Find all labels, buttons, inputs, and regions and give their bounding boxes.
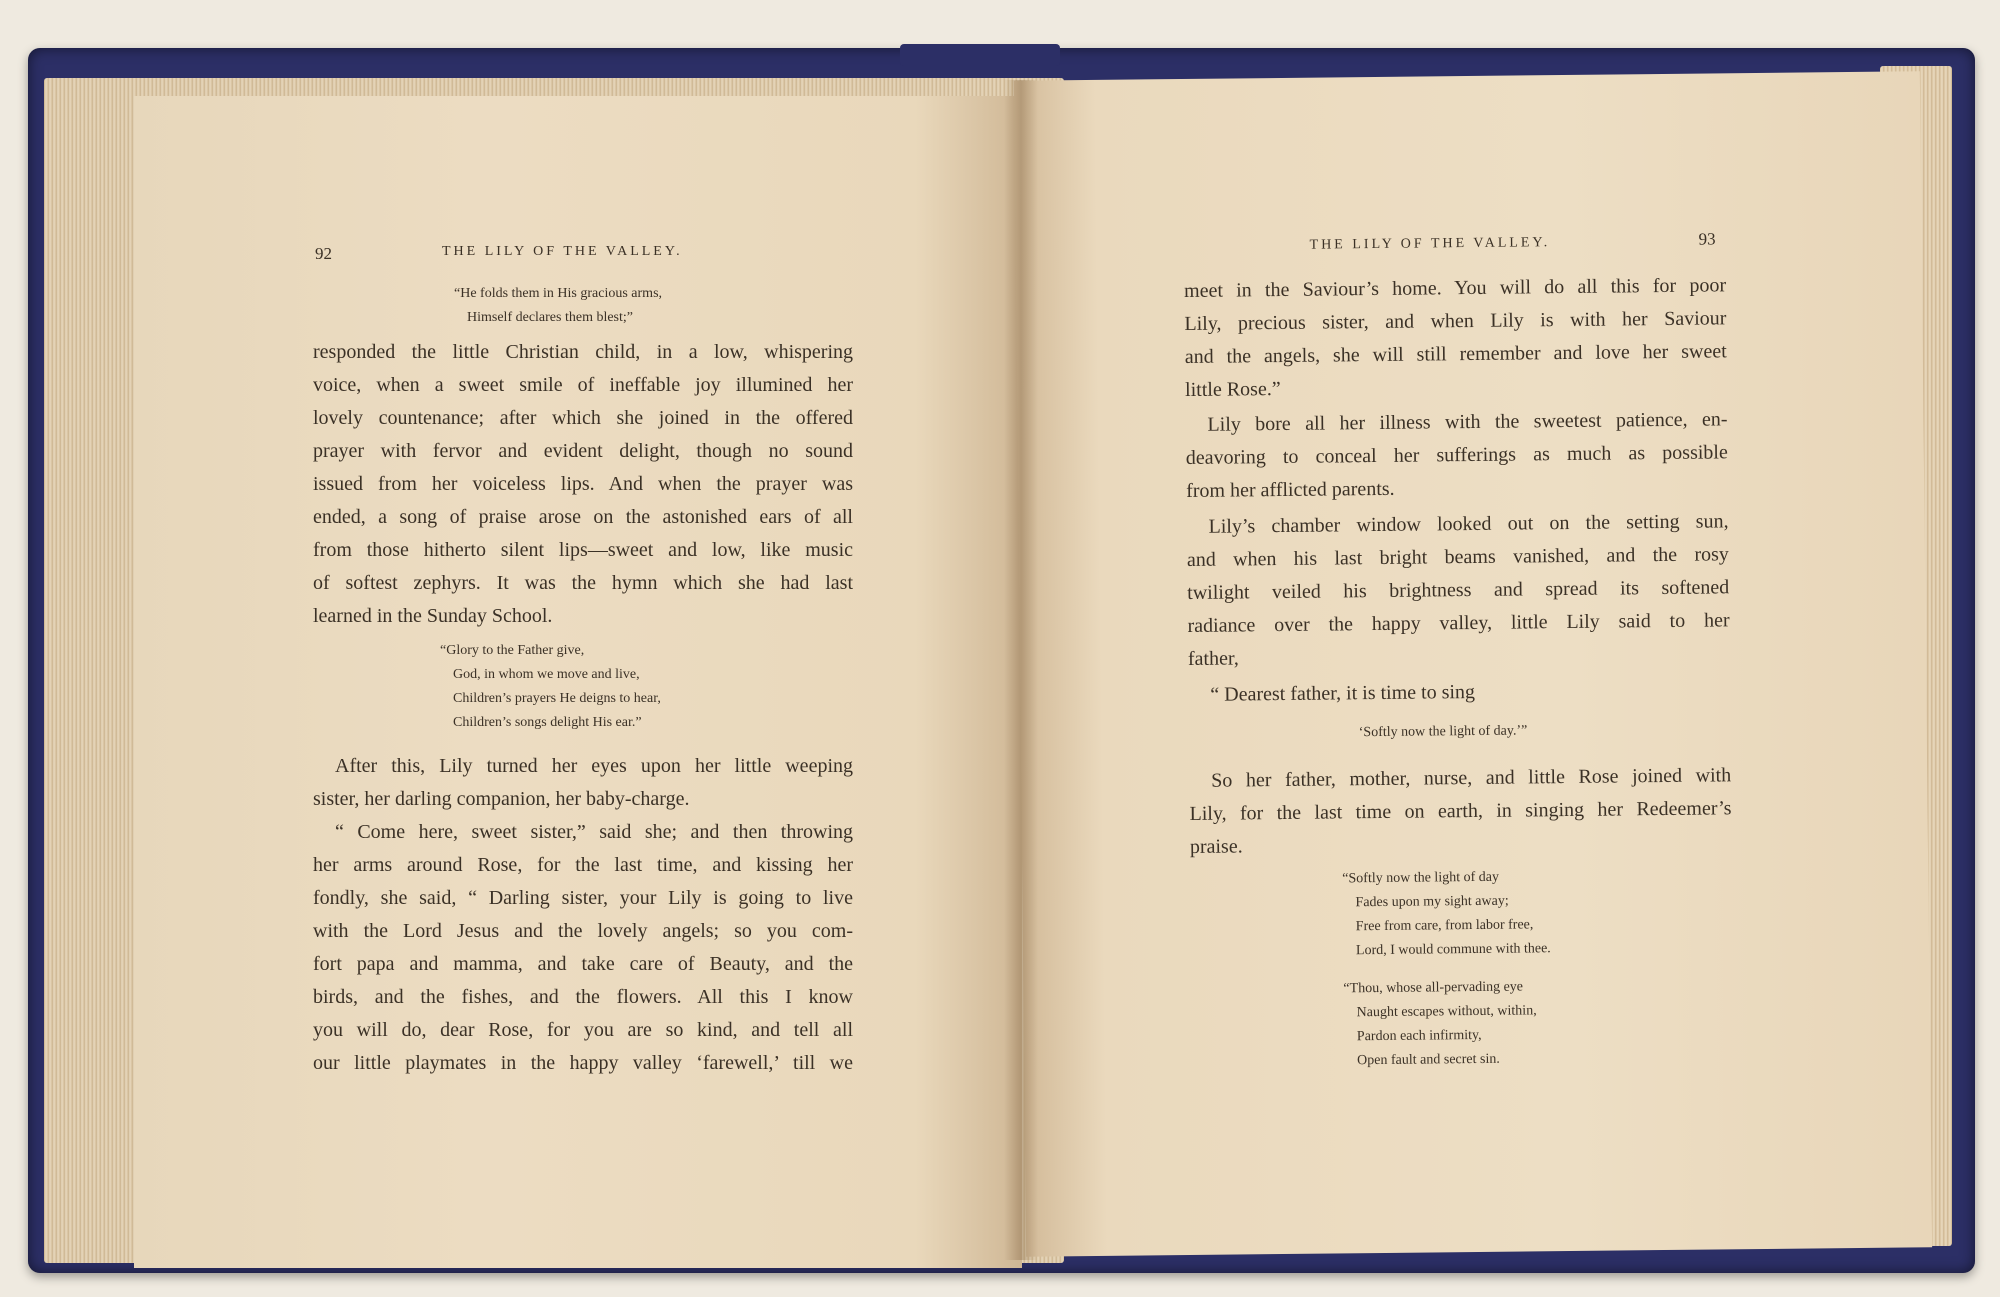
paragraph-5-right xyxy=(1189,759,1732,864)
verse-line: Himself declares them blest;” xyxy=(467,310,633,325)
text-line: Lily’s chamber window looked out on the setting sun, xyxy=(1208,510,1729,538)
verse-line: “Softly now the light of day xyxy=(1342,869,1500,887)
text-line: “ Dearest father, it is time to sing xyxy=(1210,680,1476,706)
verse-line: Fades upon my sight away; xyxy=(1355,893,1509,911)
text-line: lovely countenance; after which she joined in the offered xyxy=(313,407,853,429)
text-line: with the Lord Jesus and the lovely angels; so you com- xyxy=(313,920,853,942)
text-line: our little playmates in the happy valley ‘farewell,’ till we xyxy=(313,1052,853,1074)
verse-line: Open fault and secret sin. xyxy=(1357,1051,1500,1069)
text-line: from her afflicted parents. xyxy=(1186,477,1395,502)
text-line: little Rose.” xyxy=(1184,377,1281,401)
text-line: After this, Lily turned her eyes upon her little weeping xyxy=(335,755,853,777)
text-line: her arms around Rose, for the last time, and kissing her xyxy=(313,854,853,876)
text-line: deavoring to conceal her sufferings as much as possible xyxy=(1185,441,1728,469)
text-line: “ Come here, sweet sister,” said she; and then throwing xyxy=(335,821,853,843)
text-line: birds, and the fishes, and the flowers. All this I know xyxy=(313,986,853,1008)
quoted-verse-line: ‘Softly now the light of day.’” xyxy=(1358,723,1528,741)
text-line: ended, a song of praise arose on the astonished ears of all xyxy=(313,506,853,528)
text-line: fort papa and mamma, and take care of Beauty, and the xyxy=(313,953,853,975)
right-page xyxy=(1014,71,1932,1256)
text-line: meet in the Saviour’s home. You will do all this for poor xyxy=(1183,274,1727,303)
verse-line: God, in whom we move and live, xyxy=(453,667,640,682)
verse-line: Children’s songs delight His ear.” xyxy=(453,715,642,730)
verse-line: Pardon each infirmity, xyxy=(1356,1027,1482,1045)
text-line: Lily, precious sister, and when Lily is with her Saviour xyxy=(1184,307,1727,336)
verse-line: Children’s prayers He deigns to hear, xyxy=(453,691,661,706)
text-line: and the angels, she will still remember and love her sweet xyxy=(1184,340,1727,369)
paragraph-2-right xyxy=(1185,403,1728,508)
text-line: radiance over the happy valley, little Lily said to her xyxy=(1187,609,1730,637)
text-line: from those hitherto silent lips—sweet and low, like music xyxy=(313,539,853,561)
paragraph-3-right xyxy=(1186,505,1730,676)
running-header-right: THE LILY OF THE VALLEY. xyxy=(1309,235,1551,253)
text-line: sister, her darling companion, her baby-charge. xyxy=(313,788,690,810)
hymn-verse-1 xyxy=(1342,865,1551,963)
paragraph-1-right xyxy=(1184,269,1727,407)
text-line: voice, when a sweet smile of ineffable joy illumined her xyxy=(313,374,853,396)
page-number-left: 92 xyxy=(315,244,332,263)
text-line: fondly, she said, “ Darling sister, your Lily is going to live xyxy=(313,887,853,909)
text-line: of softest zephyrs. It was the hymn which she had last xyxy=(313,572,853,594)
text-line: So her father, mother, nurse, and little Rose joined with xyxy=(1211,764,1732,792)
paragraph-3 xyxy=(313,816,853,1080)
text-line: praise. xyxy=(1189,835,1243,858)
verse-line: Lord, I would commune with thee. xyxy=(1355,941,1551,959)
text-line: prayer with fervor and evident delight, though no sound xyxy=(313,440,853,462)
text-line: Lily bore all her illness with the sweetest patience, en- xyxy=(1207,408,1728,436)
book-gutter xyxy=(1004,80,1038,1260)
left-page xyxy=(134,96,1022,1268)
page-number-right: 93 xyxy=(1698,229,1716,249)
paragraph-4-right xyxy=(1188,673,1730,712)
text-line: learned in the Sunday School. xyxy=(313,605,553,627)
text-line: twilight veiled his brightness and spread its softened xyxy=(1187,576,1730,604)
text-line: responded the little Christian child, in a low, whispering xyxy=(313,341,853,363)
verse-line: “Thou, whose all-pervading eye xyxy=(1343,979,1524,997)
text-line: issued from her voiceless lips. And when the prayer was xyxy=(313,473,853,495)
text-line: Lily, for the last time on earth, in singing her Redeemer’s xyxy=(1189,797,1732,825)
verse-line: “Glory to the Father give, xyxy=(440,643,585,658)
running-header-left: THE LILY OF THE VALLEY. xyxy=(442,244,683,259)
text-line: you will do, dear Rose, for you are so kind, and tell all xyxy=(313,1019,853,1041)
verse-line: Naught escapes without, within, xyxy=(1356,1003,1537,1021)
paragraph-1 xyxy=(313,336,853,633)
text-line: father, xyxy=(1187,647,1239,670)
verse-line: Free from care, from labor free, xyxy=(1355,917,1534,935)
verse-middle xyxy=(440,639,661,735)
verse-top xyxy=(454,282,662,330)
text-line: and when his last bright beams vanished, and the rosy xyxy=(1186,543,1729,571)
paragraph-2 xyxy=(313,750,853,816)
verse-line: “He folds them in His gracious arms, xyxy=(454,286,663,301)
book-spine xyxy=(900,44,1060,66)
hymn-verse-2 xyxy=(1343,975,1537,1073)
